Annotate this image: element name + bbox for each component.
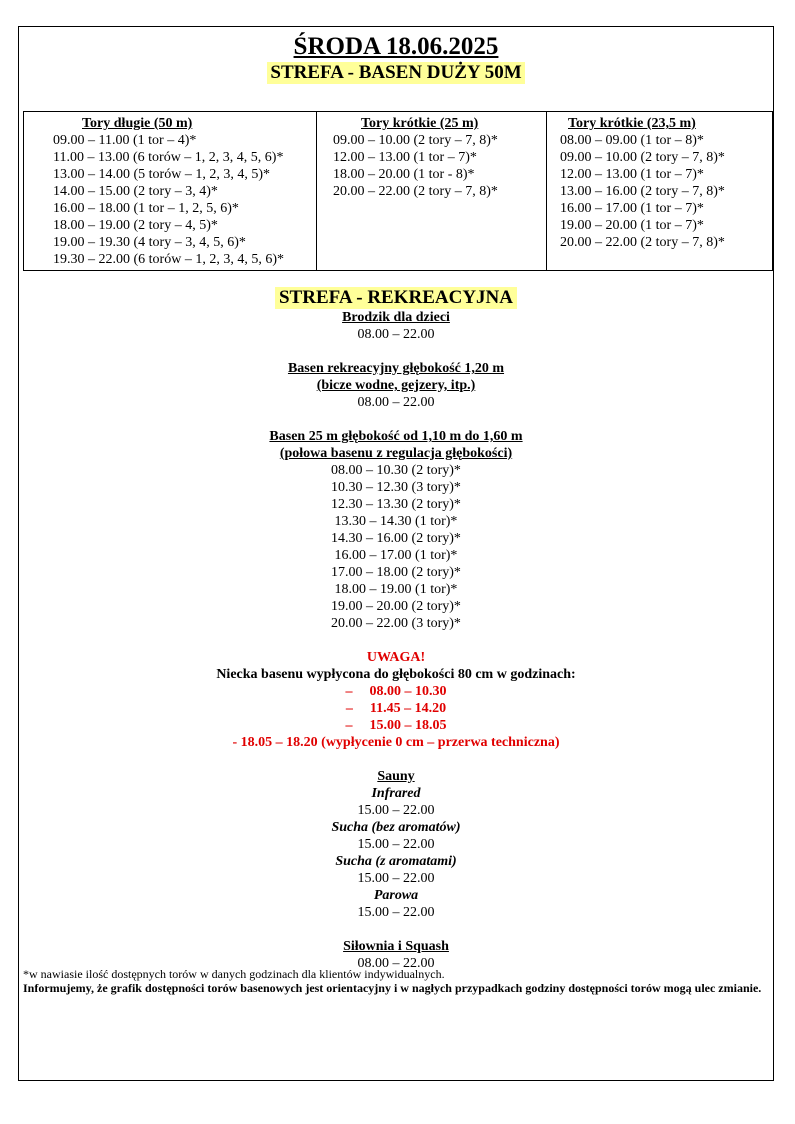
- footnote: *w nawiasie ilość dostępnych torów w danych godzinach dla klientów indywidualnych.: [23, 967, 445, 981]
- long-lanes-heading: Tory długie (50 m): [82, 116, 193, 131]
- day-title: ŚRODA 18.06.2025: [293, 33, 499, 60]
- warning-text: Niecka basenu wypłycona do głębokości 80 cm w godzinach:: [216, 667, 576, 682]
- long-lane-slot: 11.00 – 13.00 (6 torów – 1, 2, 3, 4, 5, 6)*: [53, 150, 284, 165]
- short-lane-23-5-slot: 08.00 – 09.00 (1 tor – 8)*: [560, 133, 704, 148]
- pool-25-slot: 17.00 – 18.00 (2 tory)*: [331, 565, 461, 580]
- schedule-document: [18, 26, 774, 1081]
- pool-25-slot: 19.00 – 20.00 (2 tory)*: [331, 599, 461, 614]
- pool-25-slot: 20.00 – 22.00 (3 tory)*: [331, 616, 461, 631]
- sauna-hours: 15.00 – 22.00: [357, 837, 435, 852]
- shallow-time: 08.00 – 10.30: [369, 684, 447, 699]
- long-lane-slot: 14.00 – 15.00 (2 tory – 3, 4)*: [53, 184, 218, 199]
- shallow-time: 15.00 – 18.05: [369, 718, 447, 733]
- pool-25-subtitle: (połowa basenu z regulacja głębokości): [279, 446, 513, 461]
- long-lane-slot: 16.00 – 18.00 (1 tor – 1, 2, 5, 6)*: [53, 201, 239, 216]
- pool-25-slot: 14.30 – 16.00 (2 tory)*: [331, 531, 461, 546]
- long-lane-slot: 19.30 – 22.00 (6 torów – 1, 2, 3, 4, 5, 6)*: [53, 252, 284, 267]
- shallow-time-row: [19, 683, 773, 700]
- long-lanes-column: [24, 112, 317, 271]
- rec-pool-hours: 08.00 – 22.00: [357, 395, 435, 410]
- short-lane-25-slot: 18.00 – 20.00 (1 tor - 8)*: [333, 167, 475, 182]
- long-lane-slot: 19.00 – 19.30 (4 tory – 3, 4, 5, 6)*: [53, 235, 246, 250]
- sauna-name: Sucha (z aromatami): [335, 854, 457, 869]
- short-lane-23-5-slot: 19.00 – 20.00 (1 tor – 7)*: [560, 218, 704, 233]
- recreation-zone: [19, 287, 773, 972]
- saunas-title: Sauny: [377, 769, 415, 784]
- warning-label: UWAGA!: [366, 650, 426, 665]
- long-lane-slot: 13.00 – 14.00 (5 torów – 1, 2, 3, 4, 5)*: [53, 167, 270, 182]
- footer: [23, 967, 763, 995]
- pool-25-name: Basen 25 m głębokość od 1,10 m do 1,60 m: [269, 429, 523, 444]
- schedule-header: [19, 33, 773, 84]
- short-lane-23-5-slot: 16.00 – 17.00 (1 tor – 7)*: [560, 201, 704, 216]
- gym-hours: 08.00 – 22.00: [357, 956, 435, 971]
- sauna-name: Sucha (bez aromatów): [331, 820, 461, 835]
- technical-break: - 18.05 – 18.20 (wypłycenie 0 cm – przerwa techniczna): [232, 735, 560, 750]
- pool-25-slot: 10.30 – 12.30 (3 tory)*: [331, 480, 461, 495]
- pool-25-slot: 16.00 – 17.00 (1 tor)*: [334, 548, 458, 563]
- short-lane-23-5-slot: 20.00 – 22.00 (2 tory – 7, 8)*: [560, 235, 725, 250]
- short-lane-25-slot: 09.00 – 10.00 (2 tory – 7, 8)*: [333, 133, 498, 148]
- rec-pool-name: Basen rekreacyjny głębokość 1,20 m: [287, 361, 505, 376]
- long-lane-slot: 09.00 – 11.00 (1 tor – 4)*: [53, 133, 197, 148]
- pool-25-slot: 12.30 – 13.30 (2 tory)*: [331, 497, 461, 512]
- sauna-hours: 15.00 – 22.00: [357, 803, 435, 818]
- shallow-time-row: [19, 717, 773, 734]
- short-lanes-23-5-column: [547, 112, 773, 271]
- short-lanes-25-heading: Tory krótkie (25 m): [361, 116, 479, 131]
- sauna-name: Parowa: [373, 888, 419, 903]
- dash-mark: –: [345, 718, 353, 733]
- sauna-hours: 15.00 – 22.00: [357, 905, 435, 920]
- long-lane-slot: 18.00 – 19.00 (2 tory – 4, 5)*: [53, 218, 218, 233]
- zone-title-large-pool: STREFA - BASEN DUŻY 50M: [267, 62, 524, 84]
- sauna-name: Infrared: [371, 786, 421, 801]
- availability-notice: Informujemy, że grafik dostępności torów basenowych jest orientacyjny i w nagłych przypadkach godziny dostępności torów mogą ulec zmianie.: [23, 981, 762, 995]
- kids-pool-hours: 08.00 – 22.00: [357, 327, 435, 342]
- short-lane-25-slot: 20.00 – 22.00 (2 tory – 7, 8)*: [333, 184, 498, 199]
- pool-25-slot: 18.00 – 19.00 (1 tor)*: [334, 582, 458, 597]
- short-lane-23-5-slot: 12.00 – 13.00 (1 tor – 7)*: [560, 167, 704, 182]
- dash-mark: –: [345, 684, 353, 699]
- short-lanes-25-column: [317, 112, 547, 271]
- lanes-table: [23, 111, 773, 271]
- rec-pool-subtitle: (bicze wodne, gejzery, itp.): [316, 378, 476, 393]
- shallow-time-row: [19, 700, 773, 717]
- pool-25-slot: 08.00 – 10.30 (2 tory)*: [331, 463, 461, 478]
- short-lane-25-slot: 12.00 – 13.00 (1 tor – 7)*: [333, 150, 477, 165]
- shallow-time: 11.45 – 14.20: [369, 701, 447, 716]
- short-lane-23-5-slot: 09.00 – 10.00 (2 tory – 7, 8)*: [560, 150, 725, 165]
- short-lane-23-5-slot: 13.00 – 16.00 (2 tory – 7, 8)*: [560, 184, 725, 199]
- recreation-zone-title: STREFA - REKREACYJNA: [275, 287, 517, 309]
- kids-pool-name: Brodzik dla dzieci: [342, 310, 450, 325]
- sauna-hours: 15.00 – 22.00: [357, 871, 435, 886]
- gym-name: Siłownia i Squash: [343, 939, 449, 954]
- dash-mark: –: [345, 701, 353, 716]
- short-lanes-23-5-heading: Tory krótkie (23,5 m): [568, 116, 696, 131]
- pool-25-slot: 13.30 – 14.30 (1 tor)*: [334, 514, 458, 529]
